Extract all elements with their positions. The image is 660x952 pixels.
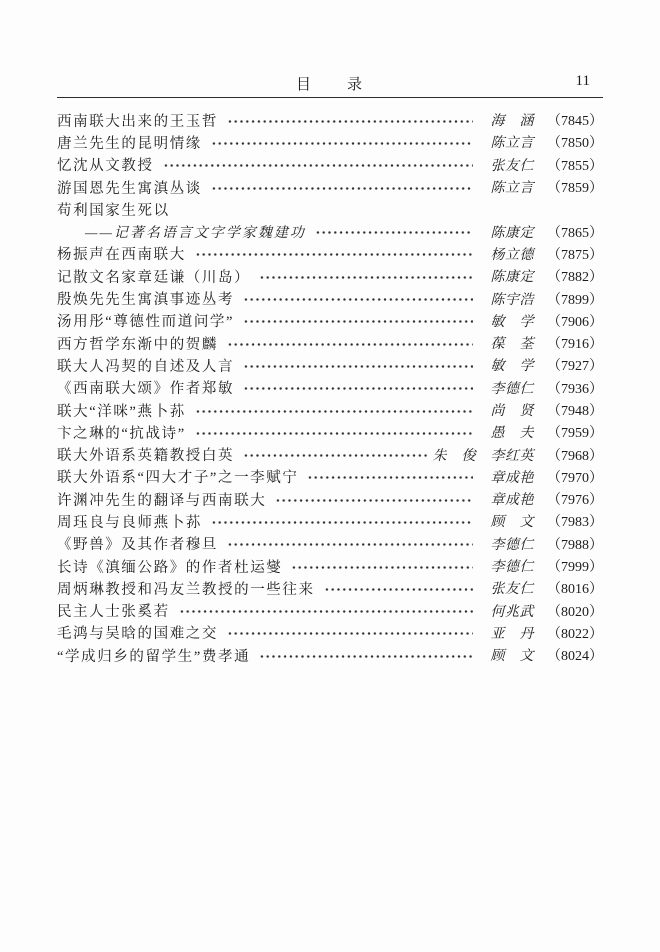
entry-page-number: （7855）	[547, 158, 603, 174]
entry-page-number: （7899）	[547, 292, 603, 308]
entry-author: 何兆武	[490, 604, 534, 620]
entry-page-number: （7927）	[547, 359, 603, 375]
dot-leader	[211, 520, 473, 525]
toc-entry	[57, 265, 603, 287]
entry-page-number: （7988）	[547, 537, 603, 553]
entry-author: 朱 俊 李红英	[432, 448, 534, 464]
entry-author: 李德仁	[490, 381, 534, 397]
entry-page-number: （7936）	[547, 381, 603, 397]
toc-entry	[57, 243, 603, 265]
dot-leader	[315, 230, 473, 235]
entry-author: 章成艳	[490, 493, 534, 509]
entry-page-number: （7906）	[547, 314, 603, 330]
entry-author: 顾 文	[490, 515, 534, 531]
entry-page-number: （8020）	[547, 604, 603, 620]
entry-page-number: （7983）	[547, 515, 603, 531]
entry-title: 周炳琳教授和冯友兰教授的一些往来	[57, 581, 315, 598]
dot-leader	[324, 587, 473, 592]
toc-entry	[57, 131, 603, 153]
dot-leader	[291, 565, 473, 570]
toc-entry	[57, 443, 603, 465]
entry-title: 《野兽》及其作者穆旦	[57, 537, 218, 554]
entry-page-number: （7845）	[547, 114, 603, 130]
dot-leader	[211, 141, 473, 146]
entry-title: 苟利国家生死以	[57, 202, 170, 219]
entry-title: 长诗《滇缅公路》的作者杜运燮	[57, 559, 283, 576]
entry-title: 唐兰先生的昆明情缘	[57, 135, 202, 152]
entry-title: 许渊冲先生的翻译与西南联大	[57, 492, 267, 509]
entry-page-number: （7850）	[547, 136, 603, 152]
entry-author: 亚 丹	[490, 626, 534, 642]
toc-entry	[57, 354, 603, 376]
entry-page-number: （7976）	[547, 493, 603, 509]
entry-author: 章成艳	[490, 470, 534, 486]
toc-entry	[57, 421, 603, 443]
entry-author: 陈康定	[490, 225, 534, 241]
entry-title: 杨振声在西南联大	[57, 247, 186, 264]
entry-page-number: （7968）	[547, 448, 603, 464]
entry-title: 联大“洋咪”燕卜荪	[57, 403, 186, 420]
dot-leader	[259, 654, 473, 659]
toc-entry	[57, 154, 603, 176]
entry-author: 张友仁	[490, 582, 534, 598]
entry-page-number: （7882）	[547, 270, 603, 286]
entry-page-number: （8024）	[547, 649, 603, 665]
entry-author: 李德仁	[490, 560, 534, 576]
entry-author: 陈立言	[490, 181, 534, 197]
toc-entry	[57, 510, 603, 532]
entry-page-number: （8016）	[547, 582, 603, 598]
toc-entry	[57, 533, 603, 555]
toc-entry	[57, 488, 603, 510]
page-header	[57, 73, 603, 93]
dot-leader	[243, 386, 473, 391]
toc-entries	[57, 109, 603, 666]
dot-leader	[163, 163, 473, 168]
toc-entry	[57, 176, 603, 198]
entry-page-number: （7970）	[547, 470, 603, 486]
entry-title: 殷焕先先生寓滇事迹丛考	[57, 292, 235, 309]
entry-author: 愚 夫	[490, 426, 534, 442]
entry-title: 忆沈从文教授	[57, 158, 154, 175]
entry-author: 海 涵	[490, 114, 534, 130]
entry-author: 敏 学	[490, 359, 534, 375]
toc-entry	[57, 377, 603, 399]
dot-leader	[307, 475, 473, 480]
entry-page-number: （7865）	[547, 225, 603, 241]
entry-author: 杨立德	[490, 247, 534, 263]
toc-entry	[57, 644, 603, 666]
dot-leader	[179, 609, 473, 614]
entry-title: 联大外语系“四大才子”之一李赋宁	[57, 470, 299, 487]
entry-page-number: （7959）	[547, 426, 603, 442]
dot-leader	[227, 119, 473, 124]
toc-entry	[57, 466, 603, 488]
toc-entry	[57, 555, 603, 577]
entry-title: 民主人士张奚若	[57, 604, 170, 621]
dot-leader	[275, 498, 473, 503]
entry-title: 游国恩先生寓滇丛谈	[57, 180, 202, 197]
dot-leader	[211, 186, 473, 191]
dot-leader	[243, 364, 473, 369]
entry-title: 联大人冯契的自述及人言	[57, 358, 235, 375]
entry-title: 西南联大出来的王玉哲	[57, 113, 218, 130]
header-rule	[57, 97, 603, 98]
entry-page-number: （7948）	[547, 404, 603, 419]
dot-leader	[195, 252, 473, 257]
entry-author: 尚 贤	[490, 404, 534, 419]
toc-entry	[57, 310, 603, 332]
entry-page-number: （7859）	[547, 181, 603, 197]
entry-author: 陈立言	[490, 136, 534, 152]
entry-page-number: （7999）	[547, 560, 603, 576]
toc-entry	[57, 198, 603, 220]
entry-title: ——记著名语言文字学家魏建功	[85, 225, 306, 241]
entry-title: 卞之琳的“抗战诗”	[57, 425, 186, 442]
entry-title: 周珏良与良师燕卜荪	[57, 514, 202, 531]
entry-title: 汤用彤“尊德性而道问学”	[57, 314, 235, 331]
entry-author: 葆 荃	[490, 337, 534, 353]
entry-page-number: （7916）	[547, 337, 603, 353]
dot-leader	[227, 542, 473, 547]
entry-author: 张友仁	[490, 158, 534, 174]
dot-leader	[259, 275, 473, 280]
toc-heading: 目 录	[295, 77, 364, 93]
entry-title: 记散文名家章廷谦（川岛）	[57, 269, 251, 286]
toc-entry	[57, 220, 603, 242]
toc-entry	[57, 577, 603, 599]
dot-leader	[243, 453, 427, 458]
entry-author: 陈康定	[490, 270, 534, 286]
toc-entry	[57, 287, 603, 309]
entry-title: 联大外语系英籍教授白英	[57, 448, 235, 465]
toc-entry	[57, 109, 603, 131]
toc-entry	[57, 399, 603, 421]
dot-leader	[243, 297, 473, 302]
page-number: 11	[575, 73, 590, 89]
entry-author: 李德仁	[490, 537, 534, 553]
toc-entry	[57, 332, 603, 354]
entry-author: 陈宇浩	[490, 292, 534, 308]
entry-author: 顾 文	[490, 649, 534, 665]
dot-leader	[227, 631, 473, 636]
entry-author: 敏 学	[490, 314, 534, 330]
entry-title: 《西南联大颂》作者郑敏	[57, 381, 235, 398]
dot-leader	[227, 342, 473, 347]
entry-title: 毛鸿与吴晗的国难之交	[57, 626, 218, 643]
entry-title: 西方哲学东渐中的贺麟	[57, 336, 218, 353]
toc-entry	[57, 622, 603, 644]
entry-page-number: （8022）	[547, 626, 603, 642]
entry-title: “学成归乡的留学生”费孝通	[57, 648, 251, 665]
toc-entry	[57, 600, 603, 622]
dot-leader	[195, 431, 473, 436]
dot-leader	[243, 319, 473, 324]
entry-page-number: （7875）	[547, 247, 603, 263]
dot-leader	[195, 409, 473, 414]
